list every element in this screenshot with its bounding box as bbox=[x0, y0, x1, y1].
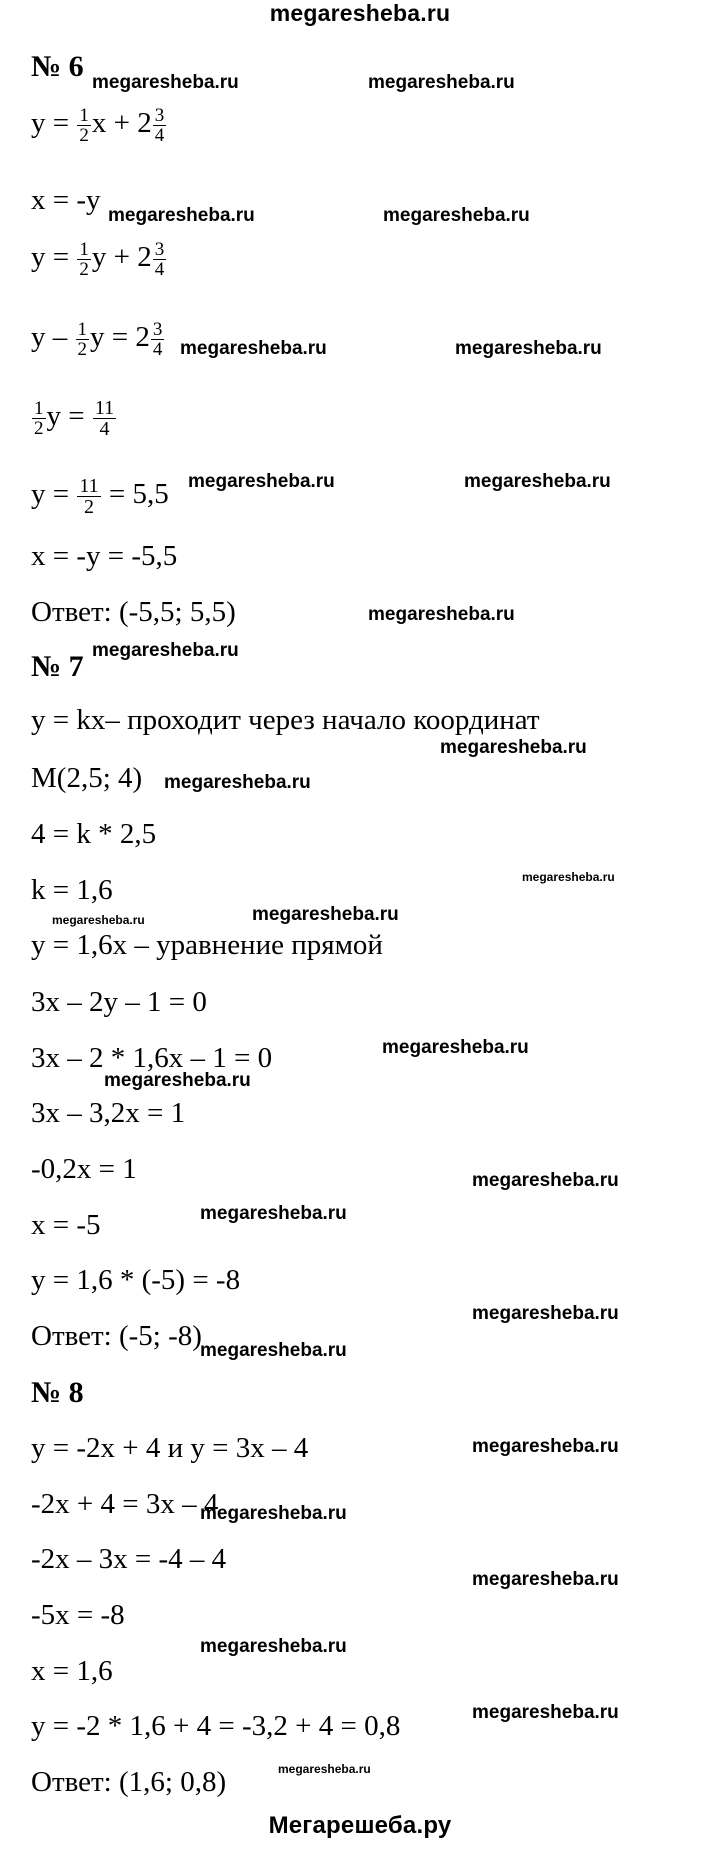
task8-line6: y = -2 * 1,6 + 4 = -3,2 + 4 = 0,8 bbox=[31, 1710, 401, 1742]
fraction-three-quarters: $\frac{3}{4}$ bbox=[154, 105, 165, 146]
task6-line5: $\frac{1}{2}$ y = $\frac{11}{4}$ bbox=[34, 397, 115, 440]
watermark: megaresheba.ru bbox=[382, 1037, 529, 1058]
watermark: megaresheba.ru bbox=[188, 471, 335, 492]
fraction-one-half: $\frac{1}{2}$ bbox=[79, 105, 89, 146]
task8-line3: -2x – 3x = -4 – 4 bbox=[31, 1543, 227, 1575]
task7-line2: M(2,5; 4) bbox=[31, 762, 143, 794]
site-header: megaresheba.ru bbox=[269, 0, 451, 26]
task7-line4: k = 1,6 bbox=[31, 874, 113, 906]
watermark: megaresheba.ru bbox=[92, 72, 239, 93]
task7-line9: -0,2x = 1 bbox=[31, 1153, 137, 1185]
task6-line4: y – $\frac{1}{2}$ y = 2 $\frac{3}{4}$ bbox=[31, 319, 163, 360]
watermark: megaresheba.ru bbox=[180, 338, 327, 359]
task8-line5: x = 1,6 bbox=[31, 1655, 113, 1687]
fraction-eleven-quarters: $\frac{11}{4}$ bbox=[94, 397, 115, 440]
task8-answer: Ответ: (1,6; 0,8) bbox=[31, 1766, 227, 1798]
watermark: megaresheba.ru bbox=[383, 205, 530, 226]
watermark: megaresheba.ru bbox=[464, 471, 611, 492]
task6-line1: y = $\frac{1}{2}$ x + 2 $\frac{3}{4}$ bbox=[31, 105, 165, 146]
watermark: megaresheba.ru bbox=[92, 640, 239, 661]
task7-title: № 7 bbox=[31, 650, 84, 683]
task6-line7: x = -y = -5,5 bbox=[31, 540, 178, 572]
watermark: megaresheba.ru bbox=[522, 870, 615, 884]
fraction-one-half: $\frac{1}{2}$ bbox=[77, 319, 87, 360]
watermark: megaresheba.ru bbox=[200, 1340, 347, 1361]
watermark: megaresheba.ru bbox=[52, 913, 145, 927]
fraction-one-half: $\frac{1}{2}$ bbox=[79, 239, 89, 280]
watermark: megaresheba.ru bbox=[368, 604, 515, 625]
watermark: megaresheba.ru bbox=[252, 904, 399, 925]
task7-answer: Ответ: (-5; -8) bbox=[31, 1320, 202, 1352]
task8-title: № 8 bbox=[31, 1376, 84, 1409]
watermark: megaresheba.ru bbox=[368, 72, 515, 93]
task6-line3: y = $\frac{1}{2}$ y + 2 $\frac{3}{4}$ bbox=[31, 239, 165, 280]
task8-line1: y = -2x + 4 и y = 3x – 4 bbox=[31, 1432, 309, 1464]
task8-line2: -2x + 4 = 3x – 4 bbox=[31, 1488, 219, 1520]
watermark: megaresheba.ru bbox=[164, 772, 311, 793]
task7-line3: 4 = k * 2,5 bbox=[31, 818, 157, 850]
watermark: megaresheba.ru bbox=[472, 1702, 619, 1723]
task7-line6: 3x – 2y – 1 = 0 bbox=[31, 986, 207, 1018]
task7-line7: 3x – 2 * 1,6x – 1 = 0 bbox=[31, 1042, 273, 1074]
fraction-eleven-halves: $\frac{11}{2}$ bbox=[79, 475, 99, 518]
task7-line1: y = kx– проходит через начало координат bbox=[31, 704, 540, 736]
watermark: megaresheba.ru bbox=[104, 1070, 251, 1091]
watermark: megaresheba.ru bbox=[108, 205, 255, 226]
watermark: megaresheba.ru bbox=[200, 1636, 347, 1657]
task6-line2: x = -y bbox=[31, 184, 101, 216]
watermark: megaresheba.ru bbox=[472, 1170, 619, 1191]
task7-line11: y = 1,6 * (-5) = -8 bbox=[31, 1264, 241, 1296]
watermark: megaresheba.ru bbox=[278, 1762, 371, 1776]
task6-answer: Ответ: (-5,5; 5,5) bbox=[31, 596, 236, 628]
task8-line4: -5x = -8 bbox=[31, 1599, 125, 1631]
task6-line6: y = $\frac{11}{2}$ = 5,5 bbox=[31, 475, 169, 518]
watermark: megaresheba.ru bbox=[472, 1436, 619, 1457]
watermark: megaresheba.ru bbox=[472, 1569, 619, 1590]
fraction-three-quarters: $\frac{3}{4}$ bbox=[152, 319, 163, 360]
watermark: megaresheba.ru bbox=[455, 338, 602, 359]
task6-title: № 6 bbox=[31, 50, 84, 83]
task7-line10: x = -5 bbox=[31, 1209, 101, 1241]
task7-line5: y = 1,6x – уравнение прямой bbox=[31, 929, 383, 961]
watermark: megaresheba.ru bbox=[200, 1503, 347, 1524]
fraction-three-quarters: $\frac{3}{4}$ bbox=[154, 239, 165, 280]
watermark: megaresheba.ru bbox=[440, 737, 587, 758]
site-footer: Мегарешеба.ру bbox=[268, 1812, 452, 1839]
watermark: megaresheba.ru bbox=[200, 1203, 347, 1224]
watermark: megaresheba.ru bbox=[472, 1303, 619, 1324]
task7-line8: 3x – 3,2x = 1 bbox=[31, 1097, 186, 1129]
fraction-one-half: $\frac{1}{2}$ bbox=[34, 398, 44, 439]
